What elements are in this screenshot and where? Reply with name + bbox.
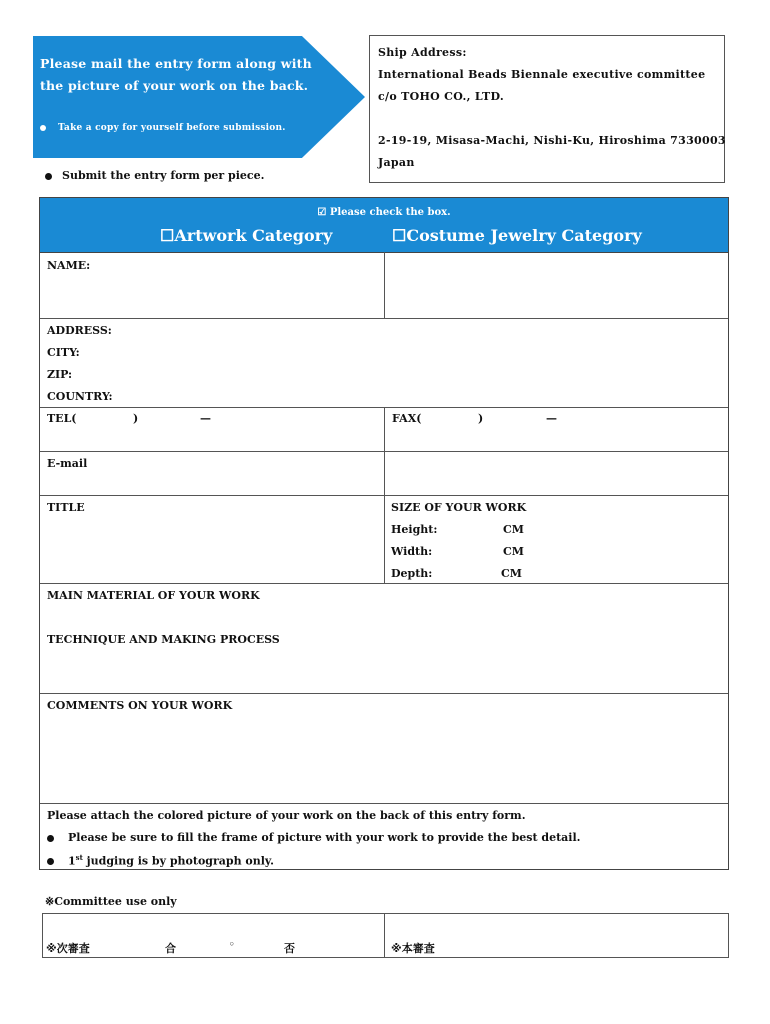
committee-label: ※Committee use only <box>45 895 177 908</box>
entry-form <box>39 197 729 870</box>
attach-note: Please attach the colored picture of your work on the back of this entry form. <box>47 809 526 822</box>
banner-note-text: Take a copy for yourself before submission. <box>58 123 286 133</box>
ship-line-4: Japan <box>378 156 415 169</box>
fax-paren: ) <box>478 412 484 425</box>
zip-label: ZIP: <box>47 368 73 381</box>
height-unit: CM <box>503 523 524 536</box>
main-review-label: ※本審査 <box>391 942 435 955</box>
comments-field[interactable] <box>40 718 728 802</box>
country-label: COUNTRY: <box>47 390 113 403</box>
height-label: Height: <box>391 523 438 536</box>
name-field-right[interactable] <box>385 253 727 317</box>
width-label: Width: <box>391 545 433 558</box>
bullet-2-number: 1 <box>68 854 76 868</box>
technique-label: TECHNIQUE AND MAKING PROCESS <box>47 633 280 646</box>
bullet-2-text: judging is by photograph only. <box>82 854 274 868</box>
checkbox-costume-jewelry-category[interactable]: ☐Costume Jewelry Category <box>392 226 642 245</box>
comments-label: COMMENTS ON YOUR WORK <box>47 699 233 712</box>
depth-label: Depth: <box>391 567 433 580</box>
bullet-text-1: Please be sure to fill the frame of picture with your work to provide the best detail. <box>68 831 581 844</box>
title-label: TITLE <box>47 501 85 514</box>
banner-line-1: Please mail the entry form along with <box>40 56 312 71</box>
email-label: E-mail <box>47 457 88 470</box>
bullet-icon <box>47 858 54 865</box>
name-label: NAME: <box>47 259 91 272</box>
divider <box>40 583 728 584</box>
depth-unit: CM <box>501 567 522 580</box>
size-heading: SIZE OF YOUR WORK <box>391 501 527 514</box>
name-field[interactable] <box>40 253 383 317</box>
checkbox-artwork-category[interactable]: ☐Artwork Category <box>160 226 333 245</box>
bullet-line-1 <box>47 831 580 844</box>
width-unit: CM <box>503 545 524 558</box>
ship-address-box <box>369 35 725 183</box>
divider <box>384 914 385 957</box>
committee-box <box>42 913 729 958</box>
tel-paren: ) <box>133 412 139 425</box>
tel-dash: — <box>200 412 211 425</box>
divider <box>40 318 728 319</box>
bullet-icon <box>40 125 46 131</box>
fax-dash: — <box>546 412 557 425</box>
divider <box>40 693 728 694</box>
fax-label: FAX( <box>392 412 422 425</box>
email-field[interactable] <box>385 452 727 494</box>
first-review-label: ※次審査 <box>46 942 90 955</box>
submit-note <box>45 169 264 182</box>
separator-dot: ◦ <box>229 940 235 950</box>
tel-label: TEL( <box>47 412 77 425</box>
bullet-line-2 <box>47 853 274 868</box>
city-label: CITY: <box>47 346 80 359</box>
category-header <box>40 198 728 253</box>
ship-line-2: c/o TOHO CO., LTD. <box>378 90 505 103</box>
bullet-icon <box>45 173 52 180</box>
ship-line-1: International Beads Biennale executive committee <box>378 68 706 81</box>
bullet-2-ordinal: st <box>75 853 83 862</box>
instruction-banner <box>33 36 365 158</box>
submit-note-text: Submit the entry form per piece. <box>62 169 265 182</box>
divider <box>384 407 385 583</box>
ship-line-3: 2-19-19, Misasa-Machi, Nishi-Ku, Hiroshima 7330003 <box>378 134 726 147</box>
bullet-icon <box>47 835 54 842</box>
banner-line-2: the picture of your work on the back. <box>40 78 309 93</box>
fail-option[interactable]: 否 <box>284 942 295 955</box>
divider <box>40 803 728 804</box>
ship-heading: Ship Address: <box>378 46 467 59</box>
material-label: MAIN MATERIAL OF YOUR WORK <box>47 589 260 602</box>
check-note: ☑ Please check the box. <box>317 207 451 218</box>
address-label: ADDRESS: <box>47 324 112 337</box>
pass-option[interactable]: 合 <box>165 942 176 955</box>
banner-note <box>40 123 286 133</box>
